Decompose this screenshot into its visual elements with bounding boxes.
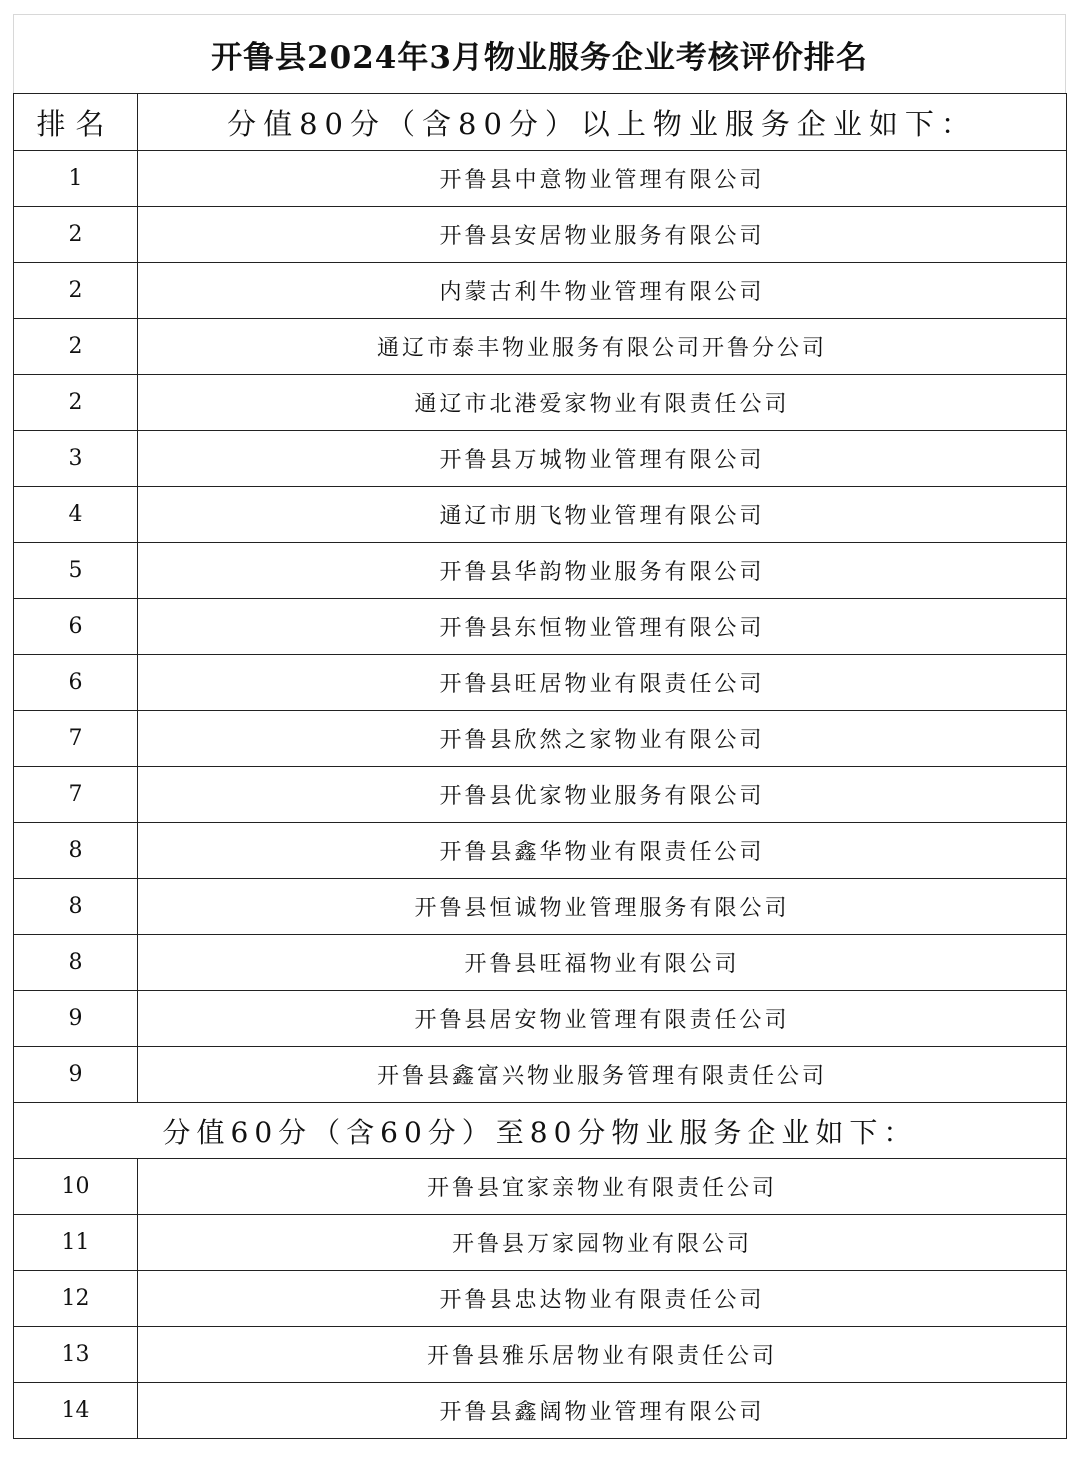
table-row <box>14 879 1067 935</box>
rank-cell: 11 <box>14 1215 138 1271</box>
table-row <box>14 431 1067 487</box>
company-name-cell: 开鲁县优家物业服务有限公司 <box>138 767 1067 823</box>
table-row <box>14 375 1067 431</box>
section-b-header: 分值60分（含60分）至80分物业服务企业如下： <box>14 1103 1067 1159</box>
company-name-cell: 开鲁县鑫华物业有限责任公司 <box>138 823 1067 879</box>
table-row <box>14 263 1067 319</box>
table-row <box>14 207 1067 263</box>
company-name-cell: 内蒙古利牛物业管理有限公司 <box>138 263 1067 319</box>
company-name-cell: 开鲁县华韵物业服务有限公司 <box>138 543 1067 599</box>
rank-cell: 3 <box>14 431 138 487</box>
rank-cell: 8 <box>14 879 138 935</box>
document-title: 开鲁县2024年3月物业服务企业考核评价排名 <box>13 14 1066 93</box>
company-name-cell: 开鲁县雅乐居物业有限责任公司 <box>138 1327 1067 1383</box>
rank-cell: 5 <box>14 543 138 599</box>
rank-column-header: 排名 <box>14 94 138 151</box>
rank-cell: 7 <box>14 767 138 823</box>
company-name-cell: 开鲁县万家园物业有限公司 <box>138 1215 1067 1271</box>
table-row <box>14 1327 1067 1383</box>
table-row <box>14 823 1067 879</box>
company-name-cell: 开鲁县东恒物业管理有限公司 <box>138 599 1067 655</box>
section-b-row <box>14 1103 1067 1159</box>
company-name-cell: 通辽市北港爱家物业有限责任公司 <box>138 375 1067 431</box>
table-row <box>14 1047 1067 1103</box>
table-row <box>14 1383 1067 1439</box>
rank-cell: 1 <box>14 151 138 207</box>
rank-cell: 2 <box>14 319 138 375</box>
ranking-document <box>13 14 1066 1439</box>
rank-cell: 9 <box>14 991 138 1047</box>
rank-cell: 10 <box>14 1159 138 1215</box>
company-name-cell: 开鲁县中意物业管理有限公司 <box>138 151 1067 207</box>
table-header-row <box>14 94 1067 151</box>
company-name-cell: 开鲁县鑫阔物业管理有限公司 <box>138 1383 1067 1439</box>
table-row <box>14 1271 1067 1327</box>
ranking-table <box>13 93 1067 1439</box>
rank-cell: 2 <box>14 375 138 431</box>
rank-cell: 6 <box>14 655 138 711</box>
table-row <box>14 1159 1067 1215</box>
rank-cell: 14 <box>14 1383 138 1439</box>
table-row <box>14 935 1067 991</box>
table-row <box>14 487 1067 543</box>
table-row <box>14 1215 1067 1271</box>
company-name-cell: 通辽市朋飞物业管理有限公司 <box>138 487 1067 543</box>
table-row <box>14 599 1067 655</box>
company-name-cell: 开鲁县万城物业管理有限公司 <box>138 431 1067 487</box>
company-name-cell: 开鲁县安居物业服务有限公司 <box>138 207 1067 263</box>
company-name-cell: 开鲁县宜家亲物业有限责任公司 <box>138 1159 1067 1215</box>
company-name-cell: 开鲁县恒诚物业管理服务有限公司 <box>138 879 1067 935</box>
company-name-cell: 开鲁县忠达物业有限责任公司 <box>138 1271 1067 1327</box>
rank-cell: 2 <box>14 263 138 319</box>
company-name-cell: 通辽市泰丰物业服务有限公司开鲁分公司 <box>138 319 1067 375</box>
company-name-cell: 开鲁县旺福物业有限公司 <box>138 935 1067 991</box>
rank-cell: 2 <box>14 207 138 263</box>
table-row <box>14 543 1067 599</box>
rank-cell: 12 <box>14 1271 138 1327</box>
rank-cell: 8 <box>14 823 138 879</box>
table-row <box>14 767 1067 823</box>
table-row <box>14 711 1067 767</box>
rank-cell: 7 <box>14 711 138 767</box>
table-row <box>14 655 1067 711</box>
company-name-cell: 开鲁县鑫富兴物业服务管理有限责任公司 <box>138 1047 1067 1103</box>
section-a-header: 分值80分（含80分）以上物业服务企业如下： <box>138 94 1067 151</box>
company-name-cell: 开鲁县旺居物业有限责任公司 <box>138 655 1067 711</box>
table-row <box>14 991 1067 1047</box>
rank-cell: 6 <box>14 599 138 655</box>
company-name-cell: 开鲁县居安物业管理有限责任公司 <box>138 991 1067 1047</box>
table-row <box>14 151 1067 207</box>
rank-cell: 13 <box>14 1327 138 1383</box>
company-name-cell: 开鲁县欣然之家物业有限公司 <box>138 711 1067 767</box>
table-row <box>14 319 1067 375</box>
rank-cell: 4 <box>14 487 138 543</box>
rank-cell: 8 <box>14 935 138 991</box>
rank-cell: 9 <box>14 1047 138 1103</box>
